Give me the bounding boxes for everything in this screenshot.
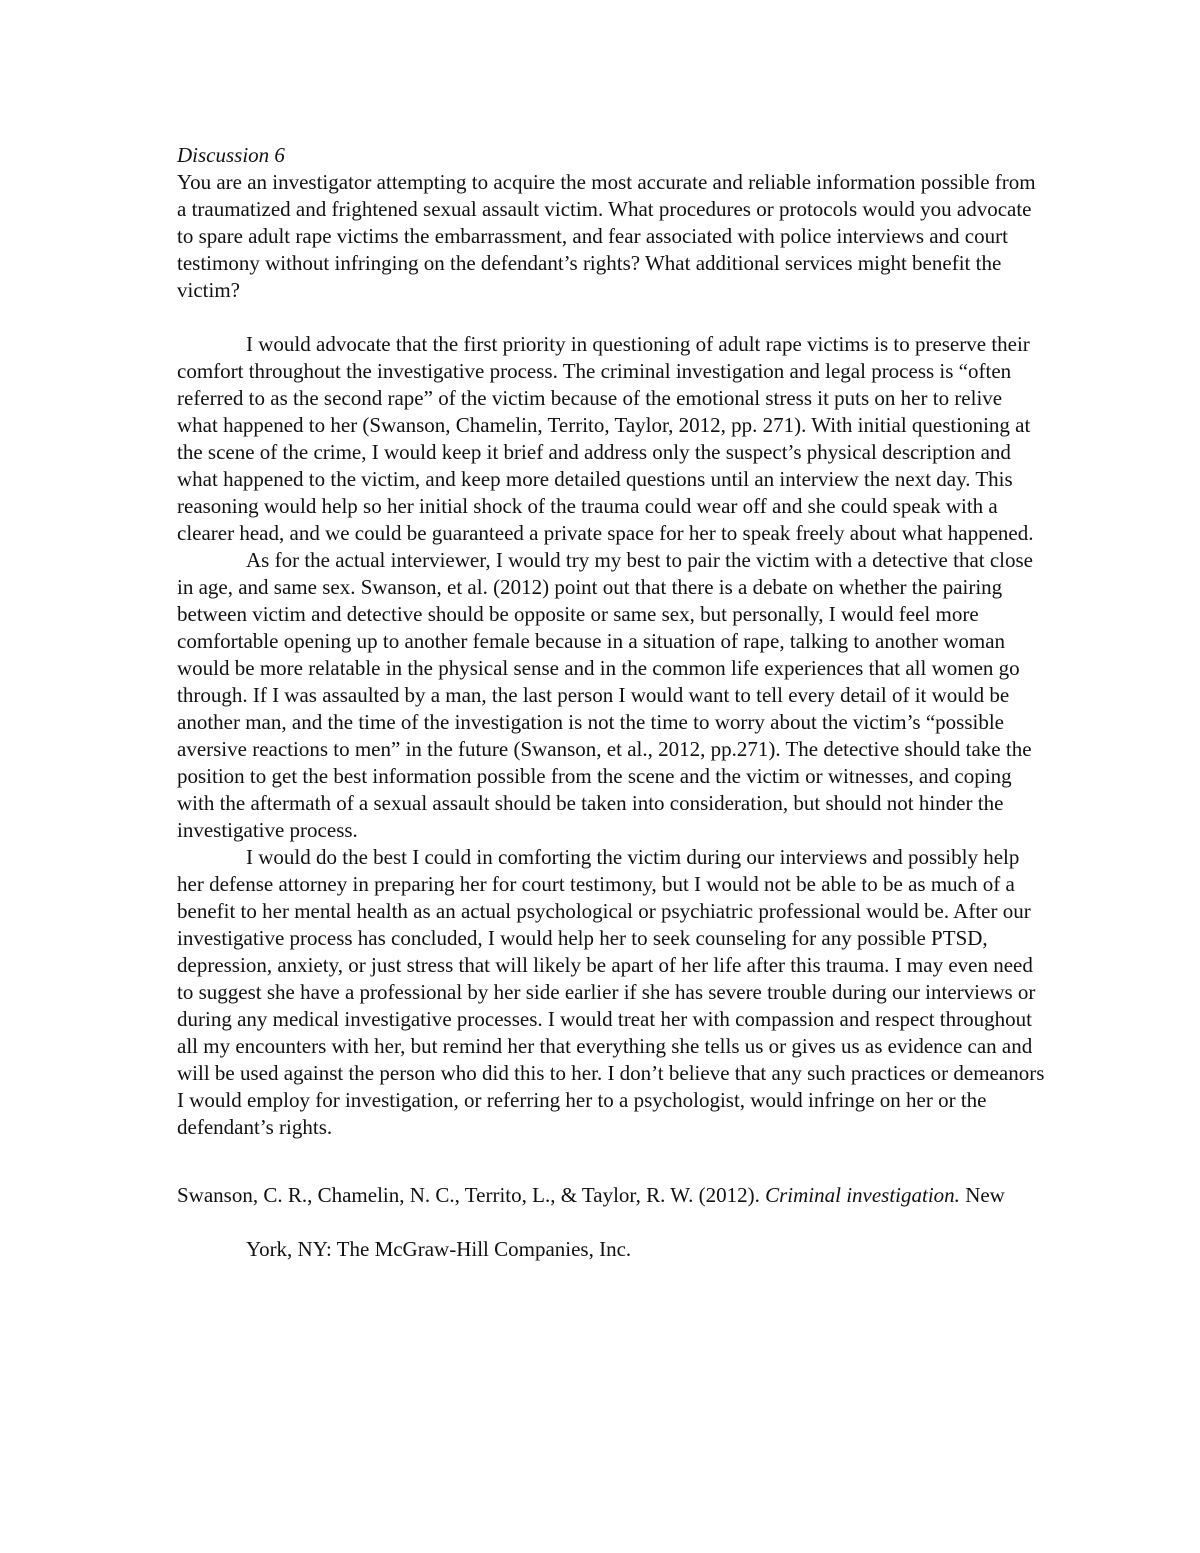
- document-content: [177, 142, 1047, 1276]
- reference-entry: [177, 1168, 1047, 1276]
- discussion-heading: Discussion 6: [177, 143, 285, 167]
- discussion-prompt: You are an investigator attempting to acquire the most accurate and reliable information possible from a traumatized and frightened sexual assault victim. What procedures or protocols would you advocate to spare adult rape victims the embarrassment, and fear associated with police interviews and court testimony without infringing on the defendant’s rights? What additional services might benefit the victim?: [177, 170, 1036, 302]
- response-body: [177, 331, 1047, 1141]
- reference-publisher: New York, NY: The McGraw-Hill Companies, Inc.: [246, 1183, 1005, 1261]
- response-paragraph-2: As for the actual interviewer, I would try my best to pair the victim with a detective that close in age, and same sex. Swanson, et al. (2012) point out that there is a debate on whether the pairing between victim and detective should be opposite or same sex, but personally, I would feel more comfortable opening up to another female because in a situation of rape, talking to another woman would be more relatable in the physical sense and in the common life experiences that all women go through. If I was assaulted by a man, the last person I would want to tell every detail of it would be another man, and the time of the investigation is not the time to worry about the victim’s “possible aversive reactions to men” in the future (Swanson, et al., 2012, pp.271). The detective should take the position to get the best information possible from the scene and the victim or witnesses, and coping with the aftermath of a sexual assault should be taken into consideration, but should not hinder the investigative process.: [177, 548, 1033, 842]
- reference-title: Criminal investigation.: [765, 1183, 960, 1207]
- response-paragraph-3: I would do the best I could in comforting the victim during our interviews and possibly help her defense attorney in preparing her for court testimony, but I would not be able to be as much of a benefit to her mental health as an actual psychological or psychiatric professional would be. After our investigative process has concluded, I would help her to seek counseling for any possible PTSD, depression, anxiety, or just stress that will likely be apart of her life after this trauma. I may even need to suggest she have a professional by her side earlier if she has severe trouble during our interviews or during any medical investigative processes. I would treat her with compassion and respect throughout all my encounters with her, but remind her that everything she tells us or gives us as evidence can and will be used against the person who did this to her. I don’t believe that any such practices or demeanors I would employ for investigation, or referring her to a psychologist, would infringe on her or the defendant’s rights.: [177, 845, 1045, 1139]
- reference-authors-year: Swanson, C. R., Chamelin, N. C., Territo, L., & Taylor, R. W. (2012).: [177, 1183, 760, 1207]
- response-paragraph-1: I would advocate that the first priority in questioning of adult rape victims is to preserve their comfort throughout the investigative process. The criminal investigation and legal process is “often referred to as the second rape” of the victim because of the emotional stress it puts on her to relive what happened to her (Swanson, Chamelin, Territo, Taylor, 2012, pp. 271). With initial questioning at the scene of the crime, I would keep it brief and address only the suspect’s physical description and what happened to the victim, and keep more detailed questions until an interview the next day. This reasoning would help so her initial shock of the trauma could wear off and she could speak with a clearer head, and we could be guaranteed a private space for her to speak freely about what happened.: [177, 332, 1034, 545]
